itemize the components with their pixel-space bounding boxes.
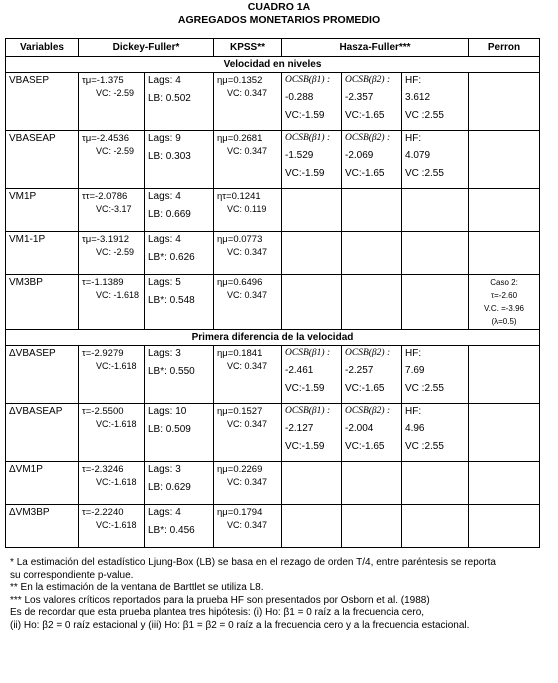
oc1-value: -0.288 <box>285 92 314 103</box>
lb-value: LB*: 0.456 <box>148 525 195 536</box>
oc2-value: -2.357 <box>345 92 374 103</box>
cell-hf <box>402 232 469 275</box>
cell-perron <box>469 404 540 462</box>
cell-df-stat <box>79 275 145 330</box>
header-variables: Variables <box>6 39 79 57</box>
cell-lags <box>145 73 214 131</box>
lb-value: LB*: 0.548 <box>148 295 195 306</box>
oc1-value: -2.461 <box>285 365 314 376</box>
hf-label: HF: <box>405 75 422 86</box>
df-critical-value: VC:-3.17 <box>96 204 132 214</box>
cell-oc2 <box>342 73 402 131</box>
table-title <box>0 1 558 27</box>
lb-value: LB*: 0.550 <box>148 366 195 377</box>
oc2-value: -2.257 <box>345 365 374 376</box>
cell-df-stat <box>79 73 145 131</box>
kpss-statistic: ημ=0.2269 <box>217 464 263 475</box>
df-critical-value: VC: -2.59 <box>96 146 135 156</box>
cell-oc1 <box>282 404 342 462</box>
kpss-critical-value: VC: 0.119 <box>227 204 267 214</box>
oc2-label: OCSB(β2) : <box>345 348 391 358</box>
header-kpss: KPSS** <box>214 39 282 57</box>
cell-df-stat <box>79 232 145 275</box>
cell-kpss <box>214 404 282 462</box>
oc1-critical-value: VC:-1.59 <box>285 168 325 179</box>
cell-variable: ΔVM1P <box>6 462 79 505</box>
cell-variable: ΔVBASEAP <box>6 404 79 462</box>
table-row <box>6 275 540 330</box>
kpss-critical-value: VC: 0.347 <box>227 247 268 257</box>
cell-perron <box>469 189 540 232</box>
footnote-4: Es de recordar que esta prueba plantea tres hipótesis: (i) Ho: β1 = 0 raíz a la frecuencia cero, <box>10 607 425 618</box>
header-hasza-fuller: Hasza-Fuller*** <box>282 39 469 57</box>
footnote-2: ** En la estimación de la ventana de Barttlet se utiliza L8. <box>10 582 264 593</box>
df-critical-value: VC:-1.618 <box>96 477 137 487</box>
oc1-label: OCSB(β1) : <box>285 75 331 85</box>
kpss-statistic: ητ=0.1241 <box>217 191 261 202</box>
table-body <box>6 57 540 548</box>
hf-value: 4.96 <box>405 423 425 434</box>
cell-lags <box>145 232 214 275</box>
footnote-3: *** Los valores críticos reportados para la prueba HF son presentados por Osborn et al. (1988) <box>10 594 430 606</box>
df-critical-value: VC: -2.59 <box>96 88 135 98</box>
cell-kpss <box>214 73 282 131</box>
section-heading: Velocidad en niveles <box>6 57 540 73</box>
cell-kpss <box>214 346 282 404</box>
cell-variable: VBASEAP <box>6 131 79 189</box>
cell-variable: VBASEP <box>6 73 79 131</box>
cell-hf <box>402 131 469 189</box>
df-statistic: τ=-2.5500 <box>82 406 124 417</box>
kpss-statistic: ημ=0.1794 <box>217 507 263 518</box>
cell-df-stat <box>79 462 145 505</box>
oc2-value: -2.069 <box>345 150 374 161</box>
cell-oc1 <box>282 275 342 330</box>
oc1-label: OCSB(β1) : <box>285 133 331 143</box>
hf-label: HF: <box>405 406 422 417</box>
oc2-label: OCSB(β2) : <box>345 133 391 143</box>
cell-lags <box>145 404 214 462</box>
table-row <box>6 131 540 189</box>
cell-kpss <box>214 275 282 330</box>
lags-value: Lags: 3 <box>148 348 181 359</box>
kpss-critical-value: VC: 0.347 <box>227 290 268 300</box>
oc1-critical-value: VC:-1.59 <box>285 110 325 121</box>
lags-value: Lags: 10 <box>148 406 187 417</box>
lb-value: LB: 0.509 <box>148 424 191 435</box>
kpss-statistic: ημ=0.1352 <box>217 75 263 86</box>
oc1-value: -1.529 <box>285 150 314 161</box>
hf-critical-value: VC :2.55 <box>405 383 444 394</box>
cell-hf <box>402 404 469 462</box>
footnotes <box>10 557 496 632</box>
cell-oc1 <box>282 346 342 404</box>
cell-lags <box>145 275 214 330</box>
table-row <box>6 73 540 131</box>
cell-df-stat <box>79 404 145 462</box>
df-critical-value: VC: -2.59 <box>96 247 135 257</box>
lags-value: Lags: 4 <box>148 234 181 245</box>
df-critical-value: VC:-1.618 <box>96 419 137 429</box>
section-heading: Primera diferencia de la velocidad <box>6 330 540 346</box>
hf-critical-value: VC :2.55 <box>405 168 444 179</box>
df-critical-value: VC: -1.618 <box>96 290 140 300</box>
hf-value: 3.612 <box>405 92 431 103</box>
df-critical-value: VC:-1.618 <box>96 520 137 530</box>
cell-perron <box>469 462 540 505</box>
table-row <box>6 404 540 462</box>
header-row <box>6 39 540 57</box>
table-row <box>6 462 540 505</box>
hf-critical-value: VC :2.55 <box>405 110 444 121</box>
table-row <box>6 232 540 275</box>
kpss-critical-value: VC: 0.347 <box>227 477 268 487</box>
cell-hf <box>402 346 469 404</box>
lb-value: LB*: 0.626 <box>148 252 195 263</box>
lb-value: LB: 0.629 <box>148 482 191 493</box>
cell-lags <box>145 131 214 189</box>
header-perron: Perron <box>469 39 540 57</box>
hf-critical-value: VC :2.55 <box>405 441 444 452</box>
cell-variable: ΔVM3BP <box>6 505 79 548</box>
cell-lags <box>145 346 214 404</box>
cell-hf <box>402 189 469 232</box>
cell-perron <box>469 232 540 275</box>
cell-kpss <box>214 232 282 275</box>
kpss-statistic: ημ=0.1527 <box>217 406 263 417</box>
cell-oc1 <box>282 189 342 232</box>
df-critical-value: VC:-1.618 <box>96 361 137 371</box>
df-statistic: τ=-1.1389 <box>82 277 124 288</box>
oc1-value: -2.127 <box>285 423 314 434</box>
cell-hf <box>402 275 469 330</box>
cell-df-stat <box>79 189 145 232</box>
header-dickey-fuller: Dickey-Fuller* <box>79 39 214 57</box>
lags-value: Lags: 4 <box>148 75 181 86</box>
table-row <box>6 189 540 232</box>
oc2-critical-value: VC:-1.65 <box>345 441 385 452</box>
cell-oc2 <box>342 189 402 232</box>
cell-oc1 <box>282 131 342 189</box>
cell-oc1 <box>282 505 342 548</box>
df-statistic: τ=-2.9279 <box>82 348 124 359</box>
title-line-1: CUADRO 1A <box>247 1 311 13</box>
cell-hf <box>402 462 469 505</box>
lags-value: Lags: 5 <box>148 277 181 288</box>
lags-value: Lags: 4 <box>148 191 181 202</box>
cell-lags <box>145 189 214 232</box>
df-statistic: τμ=-1.375 <box>82 75 124 86</box>
oc1-critical-value: VC:-1.59 <box>285 441 325 452</box>
hf-value: 4.079 <box>405 150 431 161</box>
df-statistic: τμ=-2.4536 <box>82 133 129 144</box>
cell-variable: VM3BP <box>6 275 79 330</box>
kpss-critical-value: VC: 0.347 <box>227 88 268 98</box>
cell-oc2 <box>342 462 402 505</box>
kpss-statistic: ημ=0.1841 <box>217 348 263 359</box>
kpss-critical-value: VC: 0.347 <box>227 361 268 371</box>
cell-df-stat <box>79 346 145 404</box>
oc1-critical-value: VC:-1.59 <box>285 383 325 394</box>
df-statistic: τμ=-3.1912 <box>82 234 129 245</box>
cell-perron <box>469 505 540 548</box>
df-statistic: τ=-2.3246 <box>82 464 124 475</box>
kpss-critical-value: VC: 0.347 <box>227 419 268 429</box>
results-table <box>5 38 540 548</box>
oc2-critical-value: VC:-1.65 <box>345 110 385 121</box>
cell-variable: VM1P <box>6 189 79 232</box>
lags-value: Lags: 9 <box>148 133 181 144</box>
oc2-label: OCSB(β2) : <box>345 75 391 85</box>
cell-oc2 <box>342 346 402 404</box>
oc2-critical-value: VC:-1.65 <box>345 168 385 179</box>
cell-variable: ΔVBASEP <box>6 346 79 404</box>
title-line-2: AGREGADOS MONETARIOS PROMEDIO <box>177 14 381 26</box>
hf-value: 7.69 <box>405 365 425 376</box>
kpss-statistic: ημ=0.6496 <box>217 277 263 288</box>
cell-perron: Caso 2: τ=-2.60 V.C. =-3.96 (λ=0.5) <box>469 275 540 330</box>
lb-value: LB: 0.669 <box>148 209 191 220</box>
df-statistic: τ=-2.2240 <box>82 507 124 518</box>
cell-oc2 <box>342 404 402 462</box>
cell-df-stat <box>79 131 145 189</box>
cell-kpss <box>214 189 282 232</box>
cell-perron <box>469 73 540 131</box>
footnote-1: * La estimación del estadístico Ljung-Box (LB) se basa en el rezago de orden T/4, entre paréntesis se reporta su correspondiente p-value. <box>10 557 496 581</box>
lb-value: LB: 0.303 <box>148 151 191 162</box>
cell-kpss <box>214 462 282 505</box>
kpss-critical-value: VC: 0.347 <box>227 146 268 156</box>
cell-variable: VM1-1P <box>6 232 79 275</box>
section-row <box>6 57 540 73</box>
cell-oc2 <box>342 275 402 330</box>
table-row <box>6 346 540 404</box>
kpss-statistic: ημ=0.2681 <box>217 133 263 144</box>
hf-label: HF: <box>405 133 422 144</box>
cell-oc2 <box>342 131 402 189</box>
cell-oc1 <box>282 73 342 131</box>
df-statistic: ττ=-2.0786 <box>82 191 128 202</box>
lags-value: Lags: 3 <box>148 464 181 475</box>
oc2-critical-value: VC:-1.65 <box>345 383 385 394</box>
cell-kpss <box>214 505 282 548</box>
oc2-label: OCSB(β2) : <box>345 406 391 416</box>
cell-perron <box>469 346 540 404</box>
cell-perron <box>469 131 540 189</box>
oc2-value: -2.004 <box>345 423 374 434</box>
cell-oc1 <box>282 232 342 275</box>
cell-lags <box>145 505 214 548</box>
table-row <box>6 505 540 548</box>
oc1-label: OCSB(β1) : <box>285 406 331 416</box>
cell-hf <box>402 73 469 131</box>
oc1-label: OCSB(β1) : <box>285 348 331 358</box>
cell-kpss <box>214 131 282 189</box>
cell-oc1 <box>282 462 342 505</box>
cell-hf <box>402 505 469 548</box>
cell-df-stat <box>79 505 145 548</box>
lags-value: Lags: 4 <box>148 507 181 518</box>
footnote-5: (ii) Ho: β2 = 0 raíz estacional y (iii) Ho: β1 = β2 = 0 raíz a la frecuencia cero y a la frecuencia estacional. <box>10 619 470 631</box>
kpss-critical-value: VC: 0.347 <box>227 520 268 530</box>
cell-oc2 <box>342 232 402 275</box>
cell-lags <box>145 462 214 505</box>
kpss-statistic: ημ=0.0773 <box>217 234 263 245</box>
section-row <box>6 330 540 346</box>
cell-oc2 <box>342 505 402 548</box>
lb-value: LB: 0.502 <box>148 93 191 104</box>
hf-label: HF: <box>405 348 422 359</box>
